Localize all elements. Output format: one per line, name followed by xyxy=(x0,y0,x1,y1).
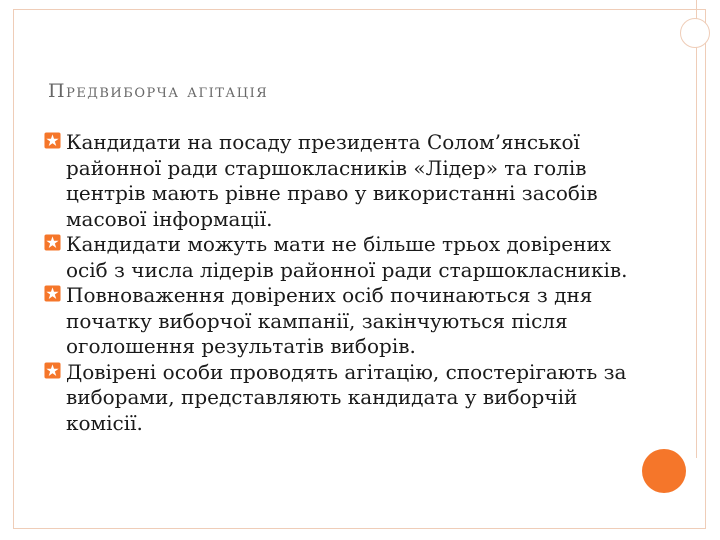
bullet-item xyxy=(44,232,644,283)
bullet-item xyxy=(44,360,644,437)
bullet-item xyxy=(44,283,644,360)
decorative-vertical-line xyxy=(696,0,697,458)
slide-title: Предвиборча агітація xyxy=(48,80,269,102)
orange-star-bullet-icon xyxy=(44,132,61,149)
orange-star-bullet-icon xyxy=(44,285,61,302)
bullet-text: Кандидати можуть мати не більше трьох довірених осіб з числа лідерів районної ради старшокласників. xyxy=(66,232,628,282)
bullet-text: Кандидати на посаду президента Солом’янської районної ради старшокласників «Лідер» та голів центрів мають рівне право у використанні засобів масової інформації. xyxy=(66,130,598,231)
orange-star-bullet-icon xyxy=(44,362,61,379)
bullet-item xyxy=(44,130,644,232)
decorative-ring-icon xyxy=(680,18,710,48)
bullet-list xyxy=(44,130,644,436)
bullet-text: Повноваження довірених осіб починаються з дня початку виборчої кампанії, закінчуються після оголошення результатів виборів. xyxy=(66,283,593,358)
bullet-text: Довірені особи проводять агітацію, спостерігають за виборами, представляють кандидата у виборчій комісії. xyxy=(66,359,627,435)
decorative-orange-circle xyxy=(642,449,686,493)
orange-star-bullet-icon xyxy=(44,234,61,251)
